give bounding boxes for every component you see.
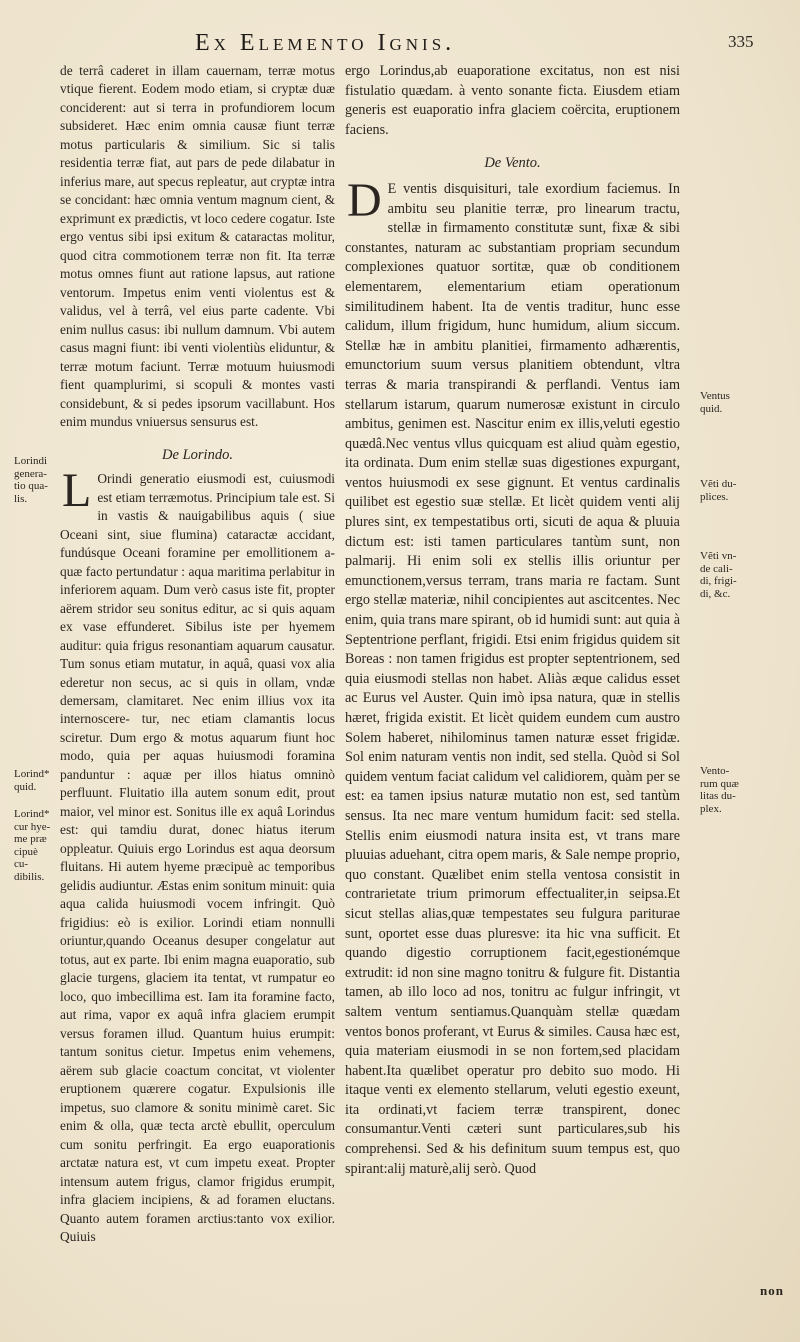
margin-note-ventus-quid: Ventus quid.	[700, 390, 730, 415]
right-paragraph-2-text: E ventis disquisituri, tale exordium faciemus. In ambitu seu planitie terræ, pro linearum tractu, stellæ in firmamento constitutæ sunt, fixæ & sibi constantes, naturam ac substantiam propriam secundum complexiones quatuor sortitæ, quæ ob conditionem elementarem, elementarium etiam operationum similitudinem habent. Ita de ventis traditur, hunc esse calidum, illum frigidum, hunc humidum, alium siccum. Stellæ hæ in ambitu planitiei, firmamento adhærentis, emunctorium suum versus planitiem obtendunt, vltra terras & maria transpirandi & perflandi. Ventus iam stellarum istarum, quarum numerosæ existunt in circulo ambitus, genimen est. Nascitur enim ex illis,veluti egestio quædâ.Nec ventus vllus quicquam est aliud quàm egestio, ita ordinata. Dum enim stellæ suas digestiones expurgant, ventos huiusmodi ex sese gignunt. Et ventus cardinalis quilibet est egestio suæ stellæ. Et licèt quidem venti alij plures sint, ex tempestatibus orti, sicuti de aqua & pluuia dictum est: isti tamen particulares tantùm sunt, non palmarij. Hi enim soli ex stellis illis oriuntur per emunctionem,versus terram, trans maria re factam. Sunt ergo stellæ materiæ, nihil concipientes aut ascitcentes. Nec enim, quia trans mare spirant, ob id humidi sunt: aut quia à Septentrione perflant, frigidi. Etsi enim frigidus quidem sit Boreas : non tamen frigidus est propter septentrionem, sed quia eiusmodi stellas non habet. Aliàs æque calidus esset ac Eurus vel Auster. Quin imò ipsa natura, quæ in stellis hæret, frigida existit. Et licèt quidem eundem cum austro Solem haberet, nihilominus tamen naturæ esset frigidæ. Sol enim naturam ventis non indit, sed stella. Quòd si Sol quidem ventum faciat calidum vel calidiorem, quàm per se est: ea tamen ipsius naturæ mutatio non est, sed tantùm sensus. Ita nec mare ventum humidum facit: sed stella. Stellis enim eiusmodi natura insita est, vt trans mare pluuias aduehant, citra opem maris, & Sale nempe proprio, quo constant. Quælibet enim stella ventosa consistit in contrarietate trium primorum effectualiter,in seipsa.Et sicut stellas alias,quæ tempestates seu fulgura pariturae sunt, oportet esse duas pluresve: ita hic vna sufficit. Et quando digestio corruptionem facit,egestionémque extrudit: id non sine magno tonitru & fulgure fit. Distantia tamen, ab illo loco ad nos, tonitru ac fulgur infringit, vt saltem ventum sentiamus.Quanquàm stellæ quædam ventos bonos proferant, vt Eurus & similes. Causa hæc est, quia materiam eiusmodi in se non fortem,sed placidam habent.Ita quælibet operatur pro debito suo modo. Hi itaque venti ex elemento stellarum, veluti egestio exeunt, ita ordinati,vt faciem terræ transpirent, donec consumantur.Venti cæteri sunt particulares,sub his comprehensi. Sed & his definitum suum tempus est, quo spirant:alij maturè,alij serò. Quod	[345, 180, 680, 1177]
margin-note-ventorum-qualitas: Vento- rum quæ litas du- plex.	[700, 765, 739, 815]
section-title-lorindo: De Lorindo.	[162, 446, 233, 463]
margin-note-lorindus-hyeme: Lorind* cur hye- me præ cipuè cu- dibilis.	[14, 808, 51, 883]
left-column	[60, 62, 335, 1247]
page-header	[0, 30, 800, 64]
margin-note-lorindi-generatio: Lorindi genera- tio qua- lis.	[14, 455, 48, 505]
catchword: non	[760, 1283, 784, 1298]
right-paragraph-2	[345, 173, 680, 1179]
section-title-vento: De Vento.	[484, 155, 541, 172]
margin-note-venti-unde: Vẽti vn- de cali- di, frigi- di, &c.	[700, 550, 737, 600]
drop-cap-d: D	[347, 173, 382, 227]
running-head: Ex Elemento Ignis.	[195, 30, 456, 56]
left-paragraph-1: de terrâ caderet in illam cauernam, terræ motus vtique fierent. Eodem modo etiam, si cryptæ duæ conciderent: aut si terra in profundiorem locum subsideret. Hæc enim omnia causæ fiunt terræ motus particularis & similium. Sic si talis residentia terræ fiat, aut pars de pede dilabatur in inferius mare, aut specus repleatur, aut cryptæ intra se concidant: hæc omnia ventum magnum cient, & exprimunt ex prædictis, vt loco cedere cogatur. Iste ergo ventus sibi ipsi exitum & cataractas molitur, quod citra commotionem terræ non fit. Ita terræ motus omnes fiunt aut ratione lapsus, aut ratione ventorum. Impetus enim venti violentus est & validus, vel à terrâ, vel eius parte cadente. Vbi enim nullus casus: ibi nullum damnum. Vbi autem casus magni fiunt: ibi venti violentiùs eliduntur, & terræ motum faciunt. Terræ motuum huiusmodi fient quamplurimi, si scopuli & montes vasti considebunt, & si pedes ipsorum vacillabunt. Hos enim mundus vniuersus sensurus est.	[60, 63, 335, 430]
left-paragraph-2	[60, 464, 335, 1246]
left-paragraph-2-text: Orindi generatio eiusmodi est, cuiusmodi est etiam terræmotus. Principium tale est. Si in vastis & nauigabilibus aquis ( siue Oceani sint, siue flumina) cataractæ accidant, fundúsque Oceani foramine per emollitionem a- quæ facto pertundatur : aqua maritima perlabitur in inferiorem aquam. Dum verò casus iste fit, propter aërem stridor seu sonitus editur, ac si quis aquam ex vase effunderet. Sibilus iste per hyemem auditur: quia frigus resonantiam aquarum causatur. Tum sonus etiam mutatur, in aquâ, quasi vox alia ederetur non secus, ac si quis in ollam, vndæ demersam, clamitaret. Nec enim illius vox ita internoscere- tur, nec etiam clamantis locus sciretur. Dum ergo & motus aquarum fiunt hoc modo, quia per aquas huiusmodi foramina panduntur : aquæ per illos hiatus omninò perfluunt. Fluitatio illa autem sonum edit, prout maior, vel minor est. Sonitus ille ex aquâ Lorindus est: qui tamdiu durat, donec hiatus iterum oppleatur. Quiuis ergo Lorindus est aqua deorsum fluitans. Hi autem hyeme præcipuè ac temporibus gelidis audiuntur. Æstas enim sonitum minuit: quia aqua calida huiusmodi vocem infringit. Quò frigidius: eò is exilior. Lorindi etiam nonnulli oriuntur,quando Oceanus desuper congelatur aut totus, aut ex parte. Ibi enim magna euaporatio, sub glacie turgens, glaciem ita tentat, vt rumpatur eo loco, quo imbecillima est. Iam ita foramine facto, aut rima, vapor ex aquâ infra glaciem erumpit versus foramen illud. Quantum huius erumpit: tantum sonitus cietur. Impetus enim vehemens, aërem sub glacie coactum concitat, vt violenter eruptionem quærere cogatur. Expulsionis ille impetus, suo clamore & sonitu minimè caret. Sic enim & olla, quæ tecta arctè ebullit, operculum cum sonitu perfringit. Ea ergo euaporationis arctatæ natura est, vt cum impetu exeat. Propter intensum autem frigus, clamor frigidus erumpit, infra glaciem incipiens, & ad foramen eluctans. Quanto autem foramen arctius:tanto vox exilior. Quiuis	[60, 471, 335, 1245]
folio-number: 335	[728, 32, 754, 51]
drop-cap-l: L	[62, 464, 92, 518]
right-column	[345, 62, 680, 1179]
margin-note-venti-duplices: Vẽti du- plices.	[700, 478, 737, 503]
right-paragraph-1: ergo Lorindus,ab euaporatione excitatus, non est nisi fistulatio quædam. à vento sonante ficta. Eiusdem etiam generis est euaporatio infra glaciem coërcita, eruptionem faciens.	[345, 63, 680, 138]
margin-note-lorindus-quid: Lorind* quid.	[14, 768, 50, 793]
